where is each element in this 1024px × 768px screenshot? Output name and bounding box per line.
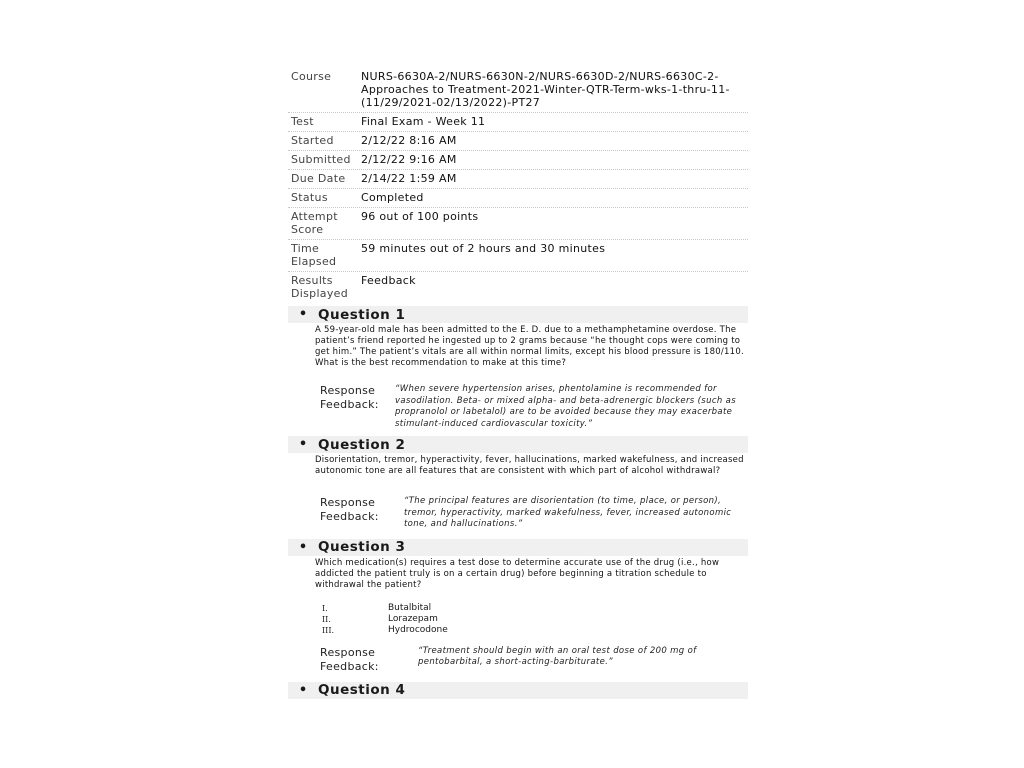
submitted-row	[288, 151, 748, 170]
status-label: Status	[291, 191, 328, 204]
bullet-icon: •	[298, 307, 308, 322]
status-row	[288, 189, 748, 208]
submitted-value: 2/12/22 9:16 AM	[361, 153, 457, 166]
question-2-feedback-text: “The principal features are disorientation (to time, place, or person), tremor, hyperactivity, marked wakefulness, fever, increased autonomic tone, and hallucinations.”	[404, 496, 732, 529]
option-text: Lorazepam	[388, 613, 438, 624]
question-1-feedback	[320, 384, 748, 430]
attempt-score-label: Attempt Score	[291, 210, 338, 236]
question-1	[288, 306, 748, 430]
question-2	[288, 436, 748, 531]
course-row	[288, 68, 748, 113]
test-results-page	[288, 68, 748, 699]
started-row	[288, 132, 748, 151]
time-elapsed-row	[288, 240, 748, 272]
option-number: II.	[322, 614, 331, 624]
question-1-header	[288, 306, 748, 323]
question-3-header	[288, 539, 748, 556]
question-1-title: Question 1	[318, 306, 406, 323]
submitted-label: Submitted	[291, 153, 351, 166]
option-item	[318, 625, 748, 636]
question-1-text: A 59-year-old male has been admitted to the E. D. due to a methamphetamine overdose. The patient’s friend reported he ingested up to 2 grams because “he thought cops were coming to get him.” The patient’s vitals are all within normal limits, except his blood pressure is 180/110. What is the best recommendation to make at this time?	[315, 325, 744, 368]
question-1-feedback-text: “When severe hypertension arises, phentolamine is recommended for vasodilation. Beta- or mixed alpha- and beta-adrenergic blockers (such as propranolol or labetalol) are to be avoided because they may exacerbate stimulant-induced cardiovascular toxicity.”	[395, 384, 736, 429]
question-2-header	[288, 436, 748, 453]
question-3-feedback	[320, 646, 748, 674]
response-feedback-label: Response Feedback:	[320, 645, 379, 673]
test-value: Final Exam - Week 11	[361, 115, 486, 128]
question-3-options	[318, 603, 748, 636]
option-item	[318, 603, 748, 614]
option-item	[318, 614, 748, 625]
course-value: NURS-6630A-2/NURS-6630N-2/NURS-6630D-2/NURS-6630C-2-Approaches to Treatment-2021-Winter-QTR-Term-wks-1-thru-11-(11/29/2021-02/13/2022)-PT27	[361, 70, 730, 109]
attempt-score-row	[288, 208, 748, 240]
response-feedback-label: Response Feedback:	[320, 496, 379, 523]
option-number: III.	[322, 625, 335, 635]
course-label: Course	[291, 70, 332, 83]
option-number: I.	[322, 603, 328, 613]
status-value: Completed	[361, 191, 424, 204]
test-label: Test	[291, 115, 314, 128]
bullet-icon: •	[298, 437, 308, 452]
question-3-text: Which medication(s) requires a test dose to determine accurate use of the drug (i.e., how addicted the patient truly is on a certain drug) before beginning a titration schedule to withdrawal the patient?	[315, 557, 720, 590]
question-2-feedback	[320, 496, 748, 531]
started-label: Started	[291, 134, 334, 147]
question-4-header	[288, 682, 748, 699]
bullet-icon: •	[298, 682, 308, 698]
test-info-table	[288, 68, 748, 303]
started-value: 2/12/22 8:16 AM	[361, 134, 457, 147]
due-date-label: Due Date	[291, 172, 346, 185]
question-4-title: Question 4	[318, 682, 406, 698]
question-3	[288, 539, 748, 674]
question-3-title: Question 3	[318, 539, 406, 555]
test-row	[288, 113, 748, 132]
question-4	[288, 682, 748, 699]
attempt-score-value: 96 out of 100 points	[361, 210, 479, 223]
bullet-icon: •	[298, 539, 308, 555]
results-displayed-value: Feedback	[361, 274, 416, 287]
response-feedback-label: Response Feedback:	[320, 384, 379, 411]
question-2-text: Disorientation, tremor, hyperactivity, fever, hallucinations, marked wakefulness, and increased autonomic tone are all features that are consistent with which part of alcohol withdrawal?	[315, 455, 744, 476]
option-text: Butalbital	[388, 602, 432, 613]
time-elapsed-value: 59 minutes out of 2 hours and 30 minutes	[361, 242, 606, 255]
results-displayed-label: Results Displayed	[291, 274, 348, 300]
due-date-row	[288, 170, 748, 189]
question-2-title: Question 2	[318, 436, 406, 453]
question-3-feedback-text: “Treatment should begin with an oral test dose of 200 mg of pentobarbital, a short-acting-barbiturate.”	[418, 645, 697, 667]
due-date-value: 2/14/22 1:59 AM	[361, 172, 457, 185]
option-text: Hydrocodone	[388, 624, 448, 635]
time-elapsed-label: Time Elapsed	[291, 242, 337, 268]
results-displayed-row	[288, 272, 748, 303]
